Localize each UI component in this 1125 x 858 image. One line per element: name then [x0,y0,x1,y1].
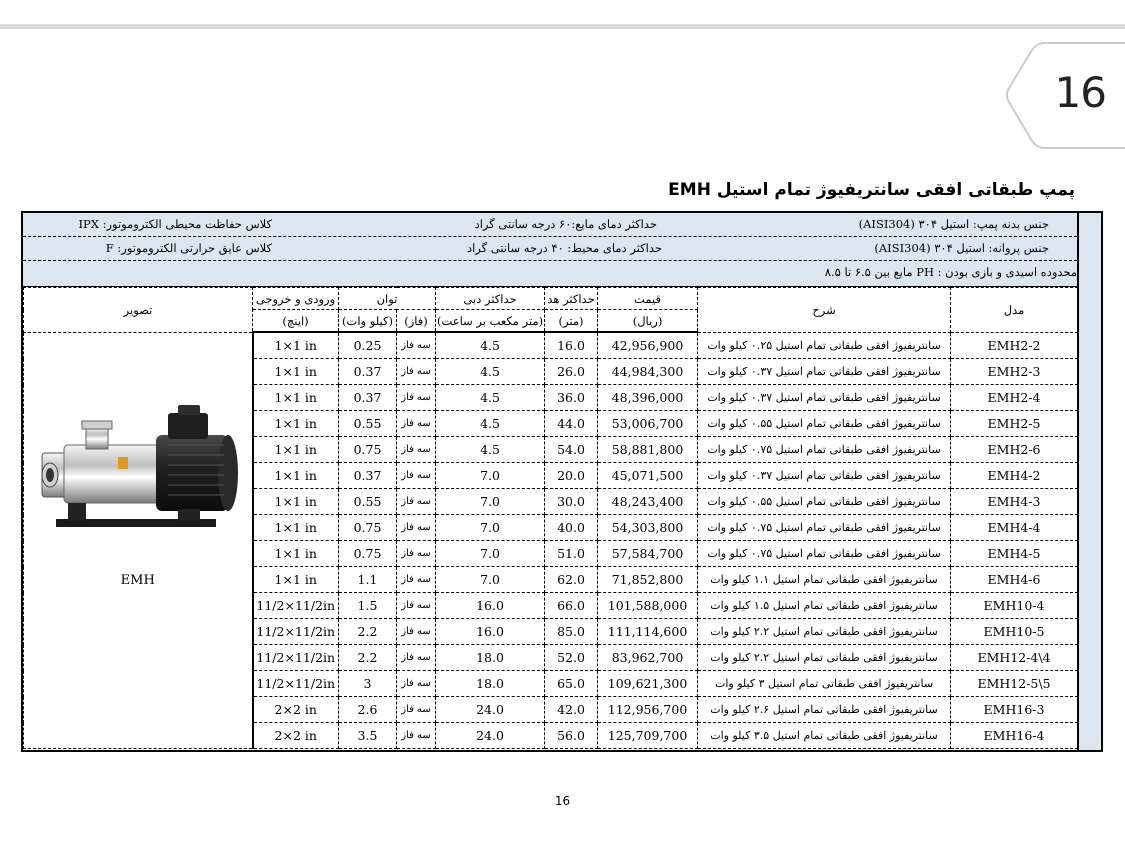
cell-description: سانتریفیوژ افقی طبقاتی تمام استیل ۳.۵ کیلو وات [698,723,951,749]
cell-description: سانتریفیوژ افقی طبقاتی تمام استیل ۰.۵۵ کیلو وات [698,489,951,515]
cell-model: EMH4-5 [951,541,1078,567]
spec-protection-class: کلاس حفاظت محیطی الکتروموتور: IPX [78,217,272,231]
cell-power-kw: 1.5 [339,593,397,619]
th-phase-unit: (فاز) [397,310,436,333]
cell-phase: سه فاز [397,385,436,411]
cell-inlet-outlet: 11/2×11/2in [253,645,339,671]
cell-max-flow: 4.5 [436,359,545,385]
th-power: توان [339,288,436,310]
cell-max-head: 65.0 [545,671,598,697]
cell-max-flow: 16.0 [436,619,545,645]
cell-description: سانتریفیوژ افقی طبقاتی تمام استیل ۱.۱ کیلو وات [698,567,951,593]
th-max-flow: حداکثر دبی [436,288,545,310]
cell-max-head: 66.0 [545,593,598,619]
cell-price: 109,621,300 [598,671,698,697]
cell-model: EMH12-4\4 [951,645,1078,671]
cell-max-head: 52.0 [545,645,598,671]
cell-price: 53,006,700 [598,411,698,437]
cell-max-flow: 4.5 [436,332,545,359]
cell-price: 111,114,600 [598,619,698,645]
spec-max-ambient-temp: حداکثر دمای محیط: ۴۰ درجه سانتی گراد [466,241,662,255]
cell-inlet-outlet: 1×1 in [253,437,339,463]
cell-inlet-outlet: 1×1 in [253,541,339,567]
cell-model: EMH4-2 [951,463,1078,489]
cell-power-kw: 0.55 [339,489,397,515]
cell-inlet-outlet: 1×1 in [253,567,339,593]
pump-illustration [28,333,248,533]
cell-price: 48,396,000 [598,385,698,411]
product-table-frame [21,211,1103,752]
cell-model: EMH2-4 [951,385,1078,411]
page-number: 16 [1054,68,1106,117]
cell-inlet-outlet: 1×1 in [253,411,339,437]
cell-price: 54,303,800 [598,515,698,541]
cell-max-head: 62.0 [545,567,598,593]
cell-inlet-outlet: 1×1 in [253,515,339,541]
cell-phase: سه فاز [397,332,436,359]
cell-power-kw: 0.75 [339,541,397,567]
cell-phase: سه فاز [397,619,436,645]
spec-body-material: جنس بدنه پمپ: استیل ۳۰۴ (AISI304) [858,217,1049,231]
cell-max-head: 36.0 [545,385,598,411]
cell-max-head: 26.0 [545,359,598,385]
top-rule [0,24,1125,29]
cell-power-kw: 0.37 [339,359,397,385]
cell-phase: سه فاز [397,723,436,749]
cell-max-head: 16.0 [545,332,598,359]
cell-power-kw: 0.37 [339,463,397,489]
spec-row-2 [23,237,1077,261]
cell-model: EMH2-3 [951,359,1078,385]
cell-price: 57,584,700 [598,541,698,567]
cell-phase: سه فاز [397,359,436,385]
cell-model: EMH2-2 [951,332,1078,359]
cell-max-head: 51.0 [545,541,598,567]
cell-description: سانتریفیوژ افقی طبقاتی تمام استیل ۰.۳۷ کیلو وات [698,385,951,411]
cell-description: سانتریفیوژ افقی طبقاتی تمام استیل ۲.۲ کیلو وات [698,645,951,671]
cell-model: EMH10-5 [951,619,1078,645]
cell-price: 42,956,900 [598,332,698,359]
cell-power-kw: 2.2 [339,619,397,645]
cell-inlet-outlet: 2×2 in [253,723,339,749]
cell-power-kw: 3 [339,671,397,697]
cell-description: سانتریفیوژ افقی طبقاتی تمام استیل ۲.۶ کیلو وات [698,697,951,723]
th-price: قیمت [598,288,698,310]
cell-description: سانتریفیوژ افقی طبقاتی تمام استیل ۱.۵ کیلو وات [698,593,951,619]
cell-price: 58,881,800 [598,437,698,463]
cell-max-head: 56.0 [545,723,598,749]
cell-inlet-outlet: 2×2 in [253,697,339,723]
cell-power-kw: 2.6 [339,697,397,723]
table-header-row-1 [24,288,1078,310]
cell-inlet-outlet: 1×1 in [253,489,339,515]
cell-model: EMH4-4 [951,515,1078,541]
cell-phase: سه فاز [397,437,436,463]
cell-max-flow: 18.0 [436,671,545,697]
cell-price: 112,956,700 [598,697,698,723]
cell-description: سانتریفیوژ افقی طبقاتی تمام استیل ۰.۵۵ کیلو وات [698,411,951,437]
th-inlet-unit: (اینچ) [253,310,339,333]
cell-power-kw: 0.55 [339,411,397,437]
cell-max-head: 42.0 [545,697,598,723]
cell-model: EMH16-3 [951,697,1078,723]
cell-max-flow: 4.5 [436,437,545,463]
page-title: پمپ طبقاتی افقی سانتریفیوژ تمام استیل EMH [668,180,1075,200]
cell-phase: سه فاز [397,463,436,489]
cell-max-head: 85.0 [545,619,598,645]
cell-max-head: 54.0 [545,437,598,463]
cell-description: سانتریفیوژ افقی طبقاتی تمام استیل ۳ کیلو وات [698,671,951,697]
cell-max-head: 40.0 [545,515,598,541]
table-body [24,332,1078,749]
cell-inlet-outlet: 11/2×11/2in [253,619,339,645]
cell-description: سانتریفیوژ افقی طبقاتی تمام استیل ۲.۲ کیلو وات [698,619,951,645]
cell-max-flow: 7.0 [436,515,545,541]
cell-power-kw: 0.75 [339,515,397,541]
product-table [23,287,1078,749]
cell-max-flow: 7.0 [436,489,545,515]
cell-model: EMH2-5 [951,411,1078,437]
spec-row-3 [23,261,1077,287]
cell-description: سانتریفیوژ افقی طبقاتی تمام استیل ۰.۷۵ کیلو وات [698,437,951,463]
cell-inlet-outlet: 1×1 in [253,332,339,359]
cell-max-flow: 4.5 [436,411,545,437]
side-strip [1077,213,1101,750]
th-max-head: حداکثر هد [545,288,598,310]
th-flow-unit: (متر مکعب بر ساعت) [436,310,545,333]
cell-max-flow: 7.0 [436,567,545,593]
page-number-tab [1005,42,1125,149]
cell-phase: سه فاز [397,541,436,567]
th-model: مدل [951,288,1078,333]
cell-inlet-outlet: 1×1 in [253,385,339,411]
th-head-unit: (متر) [545,310,598,333]
table-row [24,332,1078,359]
cell-power-kw: 0.37 [339,385,397,411]
cell-max-flow: 4.5 [436,385,545,411]
cell-max-flow: 24.0 [436,697,545,723]
cell-inlet-outlet: 11/2×11/2in [253,671,339,697]
spec-insulation-class: کلاس عایق حرارتی الکتروموتور: F [105,241,272,255]
th-description: شرح [698,288,951,333]
cell-max-flow: 16.0 [436,593,545,619]
cell-inlet-outlet: 1×1 in [253,463,339,489]
cell-model: EMH12-5\5 [951,671,1078,697]
pump-caption: EMH [120,572,155,588]
cell-max-flow: 7.0 [436,541,545,567]
spec-impeller-material: جنس پروانه: استیل ۳۰۴ (AISI304) [874,241,1049,255]
cell-description: سانتریفیوژ افقی طبقاتی تمام استیل ۰.۲۵ کیلو وات [698,332,951,359]
spec-ph-range: محدوده اسیدی و بازی بودن : PH مایع بین ۶.۵ تا ۸.۵ [824,265,1077,279]
th-inlet-outlet: ورودی و خروجی [253,288,339,310]
cell-description: سانتریفیوژ افقی طبقاتی تمام استیل ۰.۷۵ کیلو وات [698,541,951,567]
cell-price: 48,243,400 [598,489,698,515]
cell-power-kw: 3.5 [339,723,397,749]
spec-max-liquid-temp: حداکثر دمای مایع:۶۰ درجه سانتی گراد [474,217,657,231]
th-kw-unit: (کیلو وات) [339,310,397,333]
cell-price: 101,588,000 [598,593,698,619]
cell-inlet-outlet: 11/2×11/2in [253,593,339,619]
cell-description: سانتریفیوژ افقی طبقاتی تمام استیل ۰.۷۵ کیلو وات [698,515,951,541]
cell-max-flow: 18.0 [436,645,545,671]
cell-phase: سه فاز [397,645,436,671]
cell-phase: سه فاز [397,671,436,697]
th-image: تصویر [24,288,253,333]
footer-page-number: 16 [554,794,571,808]
cell-description: سانتریفیوژ افقی طبقاتی تمام استیل ۰.۳۷ کیلو وات [698,359,951,385]
pump-image [28,333,248,588]
cell-model: EMH4-3 [951,489,1078,515]
cell-price: 125,709,700 [598,723,698,749]
cell-price: 44,984,300 [598,359,698,385]
image-cell [24,332,253,749]
cell-price: 83,962,700 [598,645,698,671]
cell-model: EMH10-4 [951,593,1078,619]
cell-phase: سه فاز [397,411,436,437]
th-price-unit: (ریال) [598,310,698,333]
cell-power-kw: 1.1 [339,567,397,593]
cell-max-flow: 24.0 [436,723,545,749]
cell-price: 45,071,500 [598,463,698,489]
spec-row-1 [23,213,1077,237]
cell-phase: سه فاز [397,593,436,619]
cell-description: سانتریفیوژ افقی طبقاتی تمام استیل ۰.۳۷ کیلو وات [698,463,951,489]
cell-price: 71,852,800 [598,567,698,593]
cell-phase: سه فاز [397,515,436,541]
cell-phase: سه فاز [397,567,436,593]
cell-model: EMH16-4 [951,723,1078,749]
cell-phase: سه فاز [397,697,436,723]
cell-max-flow: 7.0 [436,463,545,489]
cell-model: EMH2-6 [951,437,1078,463]
cell-model: EMH4-6 [951,567,1078,593]
cell-inlet-outlet: 1×1 in [253,359,339,385]
cell-power-kw: 0.75 [339,437,397,463]
cell-max-head: 44.0 [545,411,598,437]
cell-max-head: 20.0 [545,463,598,489]
cell-max-head: 30.0 [545,489,598,515]
cell-phase: سه فاز [397,489,436,515]
cell-power-kw: 0.25 [339,332,397,359]
cell-power-kw: 2.2 [339,645,397,671]
